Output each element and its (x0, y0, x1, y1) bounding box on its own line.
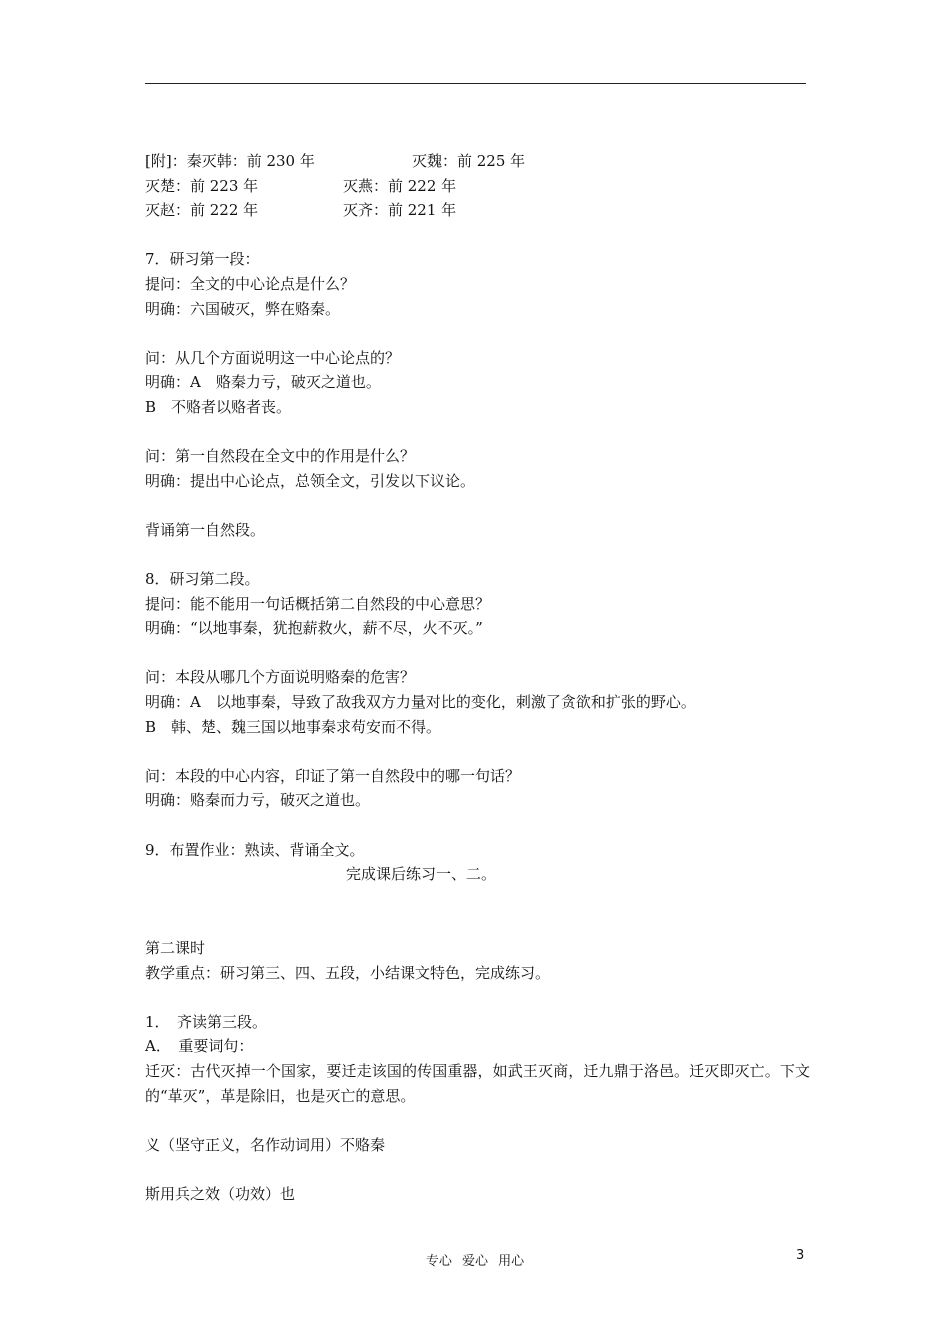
explanation-paragraph: 迁灭：古代灭掉一个国家，要迁走该国的传国重器，如武王灭商，迁九鼎于洛邑。迁灭即灭亡。下文的“革灭”，革是除旧，也是灭亡的意思。 (145, 1061, 810, 1105)
list-item: 1． 齐读第三段。 (145, 1012, 268, 1031)
appendix-cell: 灭楚：前 223 年 (145, 176, 259, 195)
appendix-cell: 灭燕：前 222 年 (343, 176, 457, 195)
answer: B 不赂者以赂者丧。 (145, 397, 292, 416)
header-rule (145, 83, 806, 84)
appendix-cell: 灭魏：前 225 年 (412, 152, 526, 170)
question: 提问：能不能用一句话概括第二自然段的中心意思？ (145, 594, 491, 613)
page-content (145, 149, 810, 1207)
answer: 明确：A 赂秦力亏，破灭之道也。 (145, 373, 381, 392)
appendix-cell: [附]：秦灭韩：前 230 年 (145, 152, 315, 170)
teaching-focus: 教学重点：研习第三、四、五段，小结课文特色，完成练习。 (145, 963, 551, 982)
section-8-title: 8．研习第二段。 (145, 570, 260, 589)
question: 问：第一自然段在全文中的作用是什么？ (145, 447, 416, 466)
vocab-note: 义（坚守正义，名作动词用）不赂秦 (145, 1135, 386, 1154)
homework-line: 完成课后练习一、二。 (346, 865, 497, 884)
vocab-note: 斯用兵之效（功效）也 (145, 1184, 296, 1203)
question: 问：从几个方面说明这一中心论点的？ (145, 348, 401, 367)
list-item: A． 重要词句： (145, 1037, 254, 1056)
section-7-title: 7．研习第一段： (145, 250, 260, 269)
appendix-row-2 (145, 174, 810, 199)
answer: B 韩、楚、魏三国以地事秦求苟安而不得。 (145, 717, 442, 736)
answer: 明确：六国破灭，弊在赂秦。 (145, 299, 341, 318)
answer: 明确：赂秦而力亏，破灭之道也。 (145, 791, 371, 810)
lesson-2-title: 第二课时 (145, 939, 206, 957)
appendix-row-3 (145, 198, 810, 223)
appendix-cell: 灭赵：前 222 年 (145, 201, 259, 220)
question: 提问：全文的中心论点是什么？ (145, 274, 356, 293)
question: 问：本段从哪几个方面说明赂秦的危害？ (145, 668, 416, 687)
answer: 明确：提出中心论点，总领全文，引发以下议论。 (145, 471, 476, 490)
answer: 明确：“以地事秦，犹抱薪救火，薪不尽，火不灭。” (145, 619, 483, 638)
appendix-row-1 (145, 149, 810, 174)
question: 问：本段的中心内容，印证了第一自然段中的哪一句话？ (145, 766, 521, 785)
footer-motto: 专心 爱心 用心 (425, 1254, 525, 1269)
section-9-title: 9．布置作业：熟读、背诵全文。 (145, 840, 365, 859)
instruction: 背诵第一自然段。 (145, 520, 266, 539)
page-number: 3 (796, 1248, 805, 1263)
appendix-cell: 灭齐：前 221 年 (343, 201, 457, 220)
answer: 明确：A 以地事秦，导致了敌我双方力量对比的变化，刺激了贪欲和扩张的野心。 (145, 693, 696, 712)
